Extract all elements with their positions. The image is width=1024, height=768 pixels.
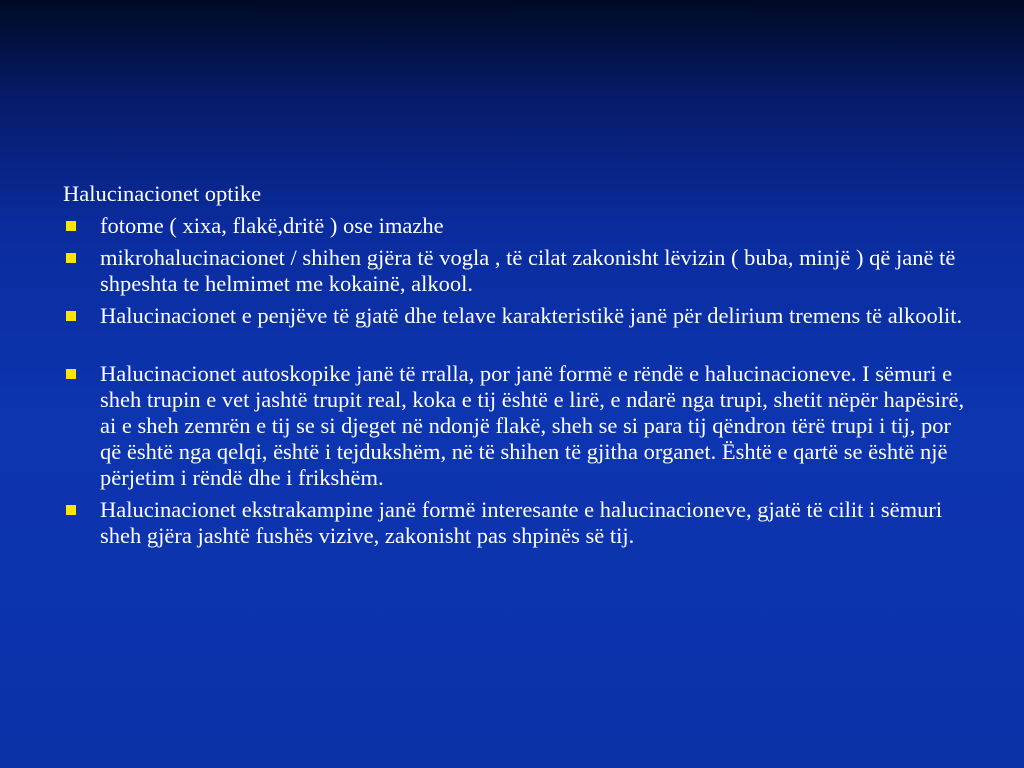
list-item	[63, 213, 968, 239]
slide-heading: Halucinacionet optike	[63, 181, 262, 206]
slide-content	[63, 181, 968, 555]
list-item-text: Halucinacionet e penjëve të gjatë dhe telave karakteristikë janë për delirium tremens të alkoolit.	[100, 303, 963, 328]
square-bullet-icon	[66, 369, 76, 379]
square-bullet-icon	[66, 221, 76, 231]
square-bullet-icon	[66, 253, 76, 263]
list-item	[63, 303, 968, 329]
list-item	[63, 361, 968, 491]
square-bullet-icon	[66, 311, 76, 321]
square-bullet-icon	[66, 505, 76, 515]
list-item-text: mikrohalucinacionet / shihen gjëra të vogla , të cilat zakonisht lëvizin ( buba, minjë ) që janë të shpeshta te helmimet me kokainë, alkool.	[100, 245, 956, 296]
list-item	[63, 245, 968, 297]
list-item-text: Halucinacionet autoskopike janë të rralla, por janë formë e rëndë e halucinacioneve. I sëmuri e sheh trupin e vet jashtë trupit real, koka e tij është e lirë, e ndarë nga trupi, shetit nëpër hapësirë, ai e sheh zemrën e tij se si djeget në ndonjë flakë, sheh se si para tij qëndron tërë trupi i tij, por që është nga qelqi, është i tejdukshëm, në të shihen të gjitha organet. Është e qartë se është një përjetim i rëndë dhe i frikshëm.	[100, 361, 965, 490]
list-item-text: fotome ( xixa, flakë,dritë ) ose imazhe	[100, 213, 444, 238]
bullet-list	[63, 213, 968, 549]
list-item	[63, 497, 968, 549]
list-item-text: Halucinacionet ekstrakampine janë formë interesante e halucinacioneve, gjatë të cilit i sëmuri sheh gjëra jashtë fushës vizive, zakonisht pas shpinës së tij.	[100, 497, 943, 548]
